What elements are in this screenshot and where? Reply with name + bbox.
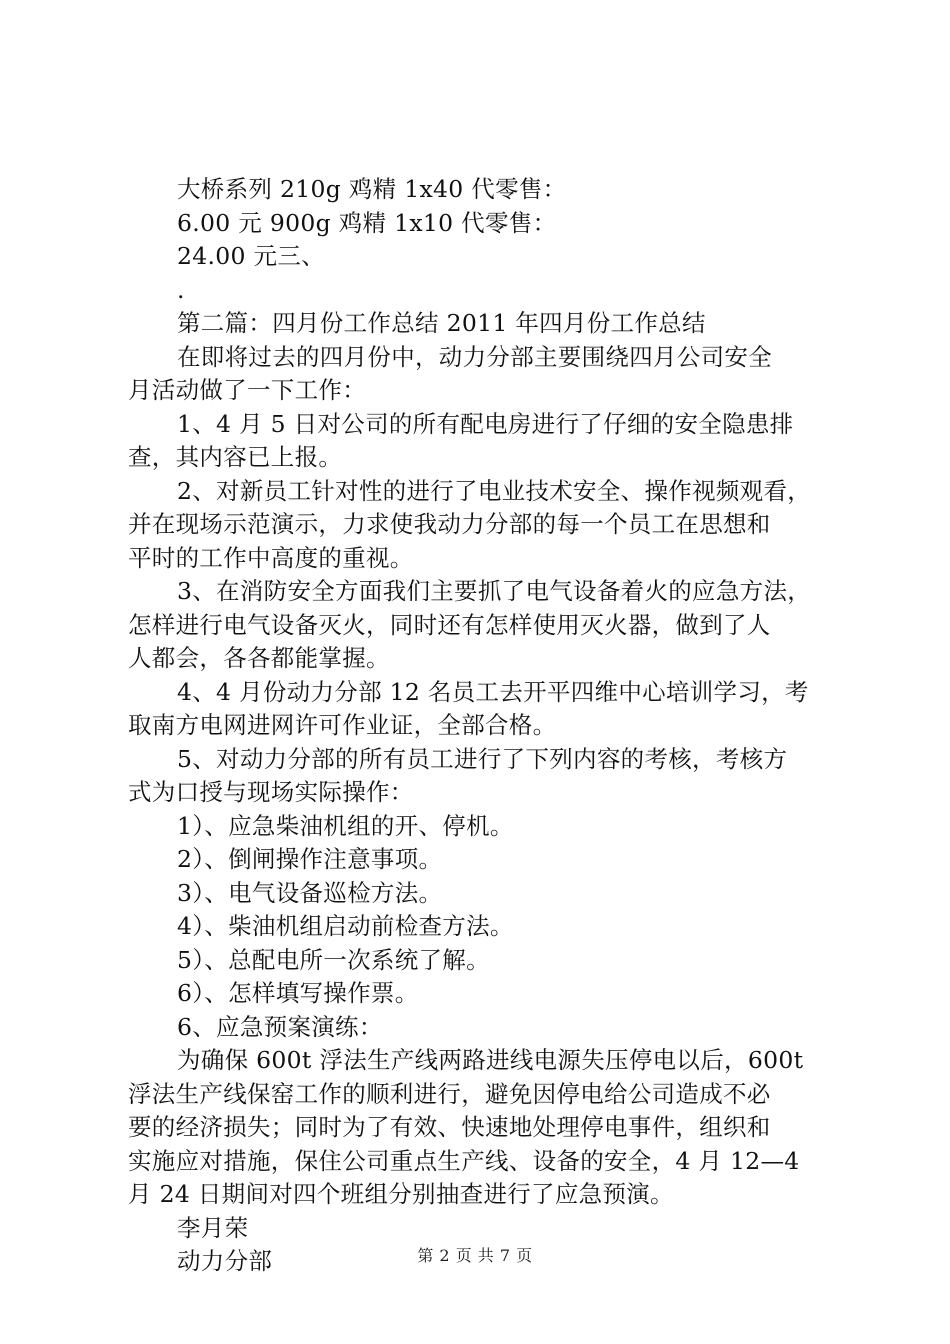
text-line: . <box>177 275 185 304</box>
text-line: 月 24 日期间对四个班组分别抽查进行了应急预演。 <box>128 1180 674 1208</box>
text-line: 1、4 月 5 日对公司的所有配电房进行了仔细的安全隐患排 <box>177 409 794 438</box>
paragraph <box>128 475 832 576</box>
list-item: 6、应急预案演练： <box>177 1012 383 1041</box>
paragraph <box>128 575 832 676</box>
signature-department: 动力分部 <box>177 1247 273 1275</box>
paragraph <box>128 408 832 475</box>
paragraph <box>128 743 832 810</box>
text-line: 5、对动力分部的所有员工进行了下列内容的考核，考核方 <box>177 744 788 773</box>
section-heading: 第二篇：四月份工作总结 2011 年四月份工作总结 <box>177 309 706 337</box>
list-item: 1）、应急柴油机组的开、停机。 <box>177 811 514 840</box>
exam-item-list <box>128 810 832 1045</box>
signature-name: 李月荣 <box>177 1213 249 1242</box>
text-line: 人都会，各各都能掌握。 <box>128 644 390 672</box>
text-line: 式为口授与现场实际操作： <box>128 778 414 806</box>
text-line: 怎样进行电气设备灭火，同时还有怎样使用灭火器，做到了人 <box>128 610 771 639</box>
list-item: 2）、倒闸操作注意事项。 <box>177 845 443 873</box>
text-line: 实施应对措施，保住公司重点生产线、设备的安全，4 月 12—4 <box>128 1146 800 1175</box>
text-line: 4、4 月份动力分部 12 名员工去开平四维中心培训学习，考 <box>177 677 809 706</box>
document-body <box>128 173 832 1279</box>
paragraph <box>128 341 832 408</box>
text-line: 大桥系列 210g 鸡精 1x40 代零售： <box>177 175 567 203</box>
text-line: 浮法生产线保窑工作的顺利进行，避免因停电给公司造成不必 <box>128 1079 771 1108</box>
text-line: 为确保 600t 浮法生产线两路进线电源失压停电以后，600t <box>177 1046 804 1074</box>
text-line: 平时的工作中高度的重视。 <box>128 543 414 572</box>
list-item: 5）、总配电所一次系统了解。 <box>177 945 490 974</box>
text-line: 在即将过去的四月份中，动力分部主要围绕四月公司安全 <box>177 342 772 371</box>
text-line: 并在现场示范演示，力求使我动力分部的每一个员工在思想和 <box>128 510 771 538</box>
paragraph <box>128 1044 832 1212</box>
list-item: 4）、柴油机组启动前检查方法。 <box>177 912 514 940</box>
list-item: 6）、怎样填写操作票。 <box>177 979 419 1007</box>
text-line: 月活动做了一下工作： <box>128 376 366 404</box>
text-line: 2、对新员工针对性的进行了电业技术安全、操作视频观看， <box>177 476 812 505</box>
page-footer: 第 2 页 共 7 页 <box>417 1246 533 1265</box>
text-line: 要的经济损失；同时为了有效、快速地处理停电事件，组织和 <box>128 1113 771 1141</box>
text-line: 3、在消防安全方面我们主要抓了电气设备着火的应急方法， <box>177 577 812 605</box>
text-line: 24.00 元三、 <box>177 242 325 270</box>
list-item: 3）、电气设备巡检方法。 <box>177 878 443 907</box>
paragraph <box>128 676 832 743</box>
text-line: 6.00 元 900g 鸡精 1x10 代零售： <box>177 208 557 237</box>
text-line: 取南方电网进网许可作业证，全部合格。 <box>128 711 557 739</box>
text-line: 查，其内容已上报。 <box>128 443 343 471</box>
